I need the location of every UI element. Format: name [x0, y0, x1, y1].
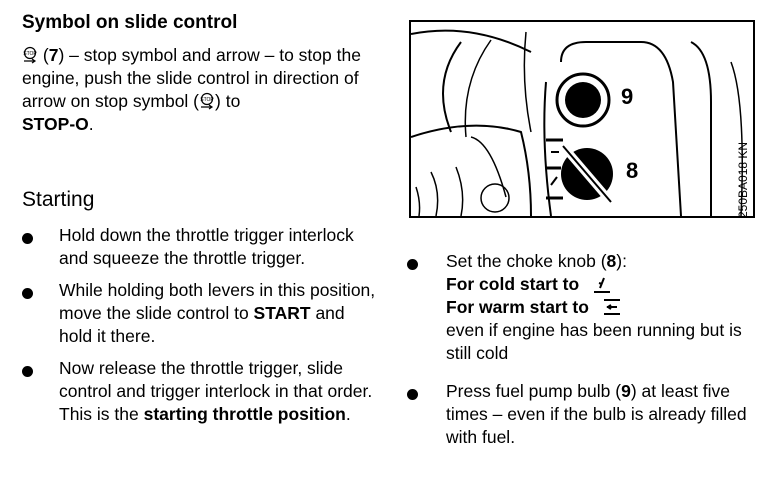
list-item	[22, 357, 382, 426]
bulb-text: Press fuel pump bulb (	[446, 381, 622, 401]
choke-paren: (	[600, 251, 607, 271]
symbol-text-a: – stop symbol and arrow – to stop the engine, push the slide control in direction of arrow on stop symbol (	[22, 45, 361, 111]
illustration-drawing	[411, 22, 753, 216]
list-item	[407, 250, 767, 365]
bullet-icon	[22, 233, 33, 244]
stop-symbol-icon	[199, 92, 215, 110]
symbol-section	[22, 12, 382, 136]
step-text: .	[345, 404, 351, 424]
bulb-text-after: ) at least five times – even if the bulb is already filled with fuel.	[446, 381, 747, 447]
bulb-ref: 9	[621, 381, 631, 401]
figure-code-text: 250BA018 KN	[736, 141, 750, 218]
list-item	[407, 380, 767, 449]
choke-note: even if engine has been running but is still cold	[446, 320, 742, 363]
svg-text:STOP: STOP	[200, 97, 214, 103]
warm-start-icon	[600, 297, 624, 317]
step-text: Hold down the throttle trigger interlock and squeeze the throttle trigger.	[59, 225, 354, 268]
label-9: 9	[621, 84, 634, 109]
warm-start-label: For warm start to	[446, 297, 589, 317]
step-text: Now release the throttle trigger, slide control and trigger interlock in that order. This is the	[59, 358, 373, 424]
bullet-icon	[407, 389, 418, 400]
list-item	[22, 279, 382, 348]
choke-ref: 8	[606, 251, 617, 271]
choke-bulb-illustration	[409, 20, 755, 218]
label-8: 8	[626, 158, 639, 183]
stop-symbol-icon	[22, 46, 38, 64]
step-text: and hold it there.	[59, 303, 345, 346]
starting-steps	[22, 224, 382, 435]
stop-label: STOP-O	[22, 114, 89, 134]
list-item	[22, 224, 382, 270]
start-label: START	[253, 303, 311, 323]
choke-text: Set the choke knob	[446, 251, 601, 271]
bullet-icon	[22, 366, 33, 377]
right-steps	[407, 250, 767, 464]
cold-start-icon	[590, 274, 614, 294]
choke-text-after: ):	[616, 251, 627, 271]
symbol-heading: Symbol on slide control	[22, 12, 238, 33]
warm-start-line	[446, 296, 767, 319]
bullet-icon	[22, 288, 33, 299]
figure-code	[736, 128, 758, 218]
symbol-end: .	[88, 114, 94, 134]
symbol-ref-number: 7	[48, 45, 59, 65]
symbol-paragraph: STOP (7) – stop symbol and arrow – to stop the engine, push the slide control in direction of arrow on stop symbol ( STOP ) to STOP-O.	[22, 45, 361, 134]
svg-text:STOP: STOP	[23, 51, 37, 57]
starting-throttle-label: starting throttle position	[143, 404, 346, 424]
cold-start-line	[446, 273, 767, 296]
step-text: While holding both levers in this position, move the slide control to	[59, 280, 376, 323]
bullet-icon	[407, 259, 418, 270]
cold-start-label: For cold start to	[446, 274, 580, 294]
starting-heading: Starting	[22, 188, 95, 211]
symbol-text-b: ) to	[215, 91, 241, 111]
